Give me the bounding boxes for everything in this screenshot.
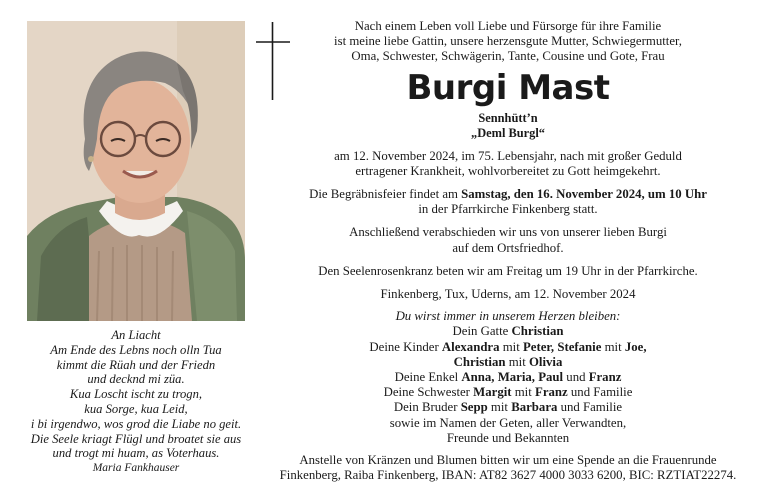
family-line: Deine Enkel Anna, Maria, Paul und Franz [394,370,622,385]
death-line: ertragener Krankheit, wohlvorbereitet zu Gott heimgekehrt. [355,163,661,178]
poem-line: kua Sorge, kua Leid, [84,401,188,416]
poem-author: Maria Fankhauser [92,462,180,475]
portrait-illustration [27,21,245,321]
intro-line: ist meine liebe Gattin, unsere herzensgute Mutter, Schwiegermutter, [334,34,682,49]
poem-line: Die Seele kriagt Flügl und broatet sie aus [30,431,242,446]
family-line: Dein Gatte Christian [452,324,564,339]
donation-line: Anstelle von Kränzen und Blumen bitten wir um eine Spende an die Frauenrunde [299,453,717,468]
poem-line: Kua Loscht ischt zu trogn, [69,387,203,402]
family-line: sowie im Namen der Geten, aller Verwandten, [389,415,627,430]
nickname-1: Sennhütt’n [478,110,538,125]
intro-text [268,19,748,65]
farewell-line: auf dem Ortsfriedhof. [452,240,564,255]
family-line: Dein Bruder Sepp mit Barbara und Familie [393,400,623,415]
funeral-location: in der Pfarrkirche Finkenberg statt. [418,202,598,217]
funeral-line: Die Begräbnisfeier findet am Samstag, den 16. November 2024, um 10 Uhr [309,187,707,202]
intro-line: Oma, Schwester, Schwägerin, Tante, Cousine und Gote, Frau [351,49,665,64]
family-line: Deine Kinder Alexandra mit Peter, Stefanie mit Joe, [369,339,647,354]
poem-line: An Liacht [111,328,161,342]
place-date: Finkenberg, Tux, Uderns, am 12. November 2024 [380,287,636,302]
death-line: am 12. November 2024, im 75. Lebensjahr, nach mit großer Geduld [334,148,682,163]
family-line: Deine Schwester Margit mit Franz und Familie [383,385,633,400]
poem-line: i bi irgendwo, wos grod die Liabe no geit. [30,416,242,431]
intro-line: Nach einem Leben voll Liebe und Fürsorge für ihre Familie [354,19,662,33]
family-line: Freunde und Bekannten [446,430,570,445]
poem [8,328,264,476]
donation-line: Finkenberg, Raiba Finkenberg, IBAN: AT82 3627 4000 3033 6200, BIC: RZTIAT22274. [279,468,737,483]
poem-line: kimmt die Rüah und der Friedn [56,357,216,372]
poem-line: und decknd mi züa. [87,372,185,387]
nickname-2: „Deml Burgl“ [471,125,545,140]
obituary-text [268,19,748,483]
poem-line: Am Ende des Lebns noch olln Tua [50,342,222,357]
family-list [268,324,748,446]
rosary-line: Den Seelenrosenkranz beten wir am Freitag um 19 Uhr in der Pfarrkirche. [318,263,698,278]
deceased-name: Burgi Mast [406,67,610,108]
hearts-line: Du wirst immer in unserem Herzen bleiben: [395,309,621,324]
portrait-photo [27,21,245,321]
poem-line: und trogt mi huam, as Voterhaus. [52,446,220,461]
farewell-line: Anschließend verabschieden wir uns von unserer lieben Burgi [349,225,667,240]
family-line: Christian mit Olivia [453,354,563,369]
